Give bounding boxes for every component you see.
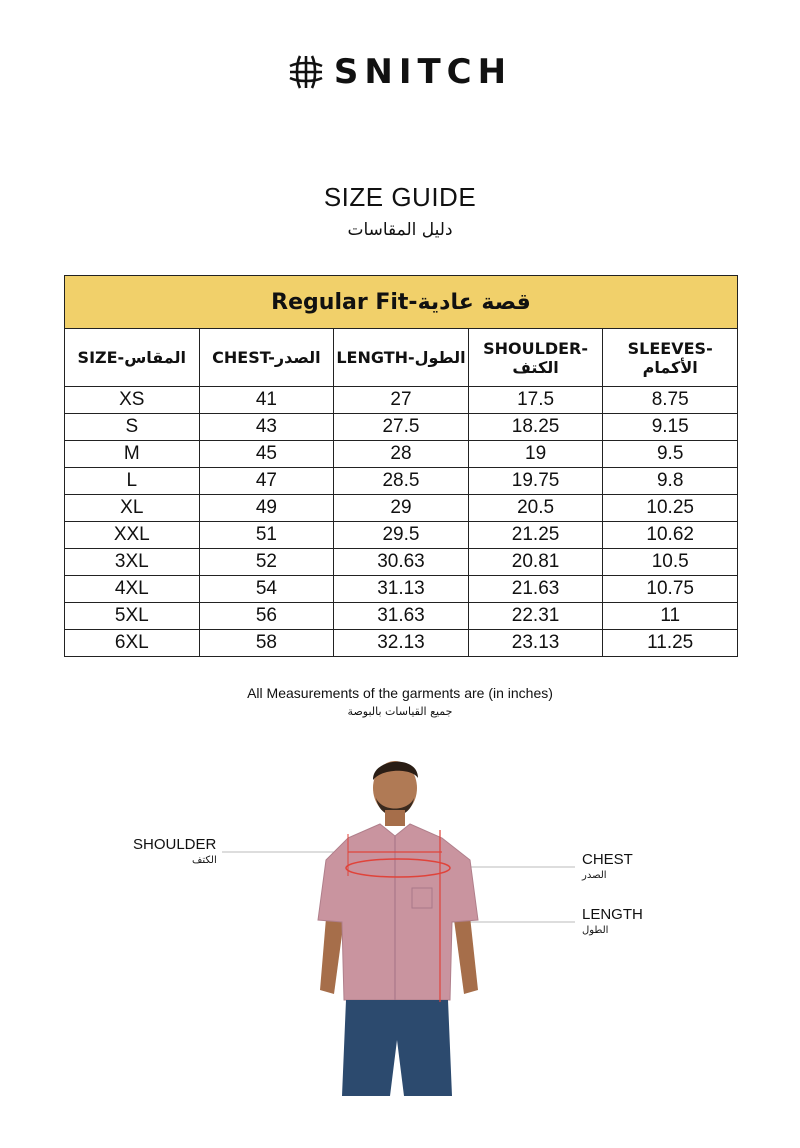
fit-header: Regular Fit-قصة عادية: [65, 276, 738, 329]
table-cell: 52: [199, 549, 334, 576]
table-cell: 54: [199, 576, 334, 603]
table-cell: 20.81: [468, 549, 603, 576]
table-cell: 10.62: [603, 522, 738, 549]
table-cell: 21.63: [468, 576, 603, 603]
table-cell: 10.25: [603, 495, 738, 522]
table-cell: 49: [199, 495, 334, 522]
table-cell: 31.63: [334, 603, 469, 630]
table-cell: 5XL: [65, 603, 200, 630]
table-cell: 6XL: [65, 630, 200, 657]
table-cell: 9.15: [603, 414, 738, 441]
table-cell: 18.25: [468, 414, 603, 441]
table-cell: 41: [199, 387, 334, 414]
table-cell: 31.13: [334, 576, 469, 603]
shoulder-label-arabic: الكتف: [192, 855, 217, 866]
table-cell: 23.13: [468, 630, 603, 657]
table-cell: XL: [65, 495, 200, 522]
table-cell: 10.75: [603, 576, 738, 603]
table-cell: 30.63: [334, 549, 469, 576]
shoulder-label: SHOULDER: [133, 836, 217, 853]
column-header: SLEEVES- الأكمام: [603, 329, 738, 387]
table-cell: 9.5: [603, 441, 738, 468]
table-cell: 29.5: [334, 522, 469, 549]
table-cell: 51: [199, 522, 334, 549]
table-cell: 22.31: [468, 603, 603, 630]
table-cell: 4XL: [65, 576, 200, 603]
table-cell: 56: [199, 603, 334, 630]
length-label-arabic: الطول: [582, 925, 609, 936]
table-cell: 20.5: [468, 495, 603, 522]
jeans: [342, 1000, 452, 1096]
shirt: [318, 824, 478, 1000]
table-cell: 32.13: [334, 630, 469, 657]
column-header: SHOULDER- الكتف: [468, 329, 603, 387]
column-header: SIZE-المقاس: [65, 329, 200, 387]
table-cell: 19: [468, 441, 603, 468]
chest-label: CHEST: [582, 851, 633, 868]
table-cell: XXL: [65, 522, 200, 549]
column-header: LENGTH-الطول: [334, 329, 469, 387]
table-cell: 9.8: [603, 468, 738, 495]
column-header: CHEST-الصدر: [199, 329, 334, 387]
table-cell: 27.5: [334, 414, 469, 441]
table-cell: 29: [334, 495, 469, 522]
table-cell: 28: [334, 441, 469, 468]
table-cell: 10.5: [603, 549, 738, 576]
measurement-note-arabic: جميع القياسات بالبوصة: [347, 705, 453, 718]
length-label: LENGTH: [582, 906, 643, 923]
table-cell: 11: [603, 603, 738, 630]
chest-label-arabic: الصدر: [582, 870, 607, 881]
table-cell: M: [65, 441, 200, 468]
table-cell: S: [65, 414, 200, 441]
table-cell: 27: [334, 387, 469, 414]
table-cell: XS: [65, 387, 200, 414]
table-cell: 45: [199, 441, 334, 468]
table-cell: 47: [199, 468, 334, 495]
model-illustration: [300, 750, 500, 1100]
table-cell: L: [65, 468, 200, 495]
table-cell: 58: [199, 630, 334, 657]
page-title-arabic: دليل المقاسات: [347, 220, 453, 240]
table-cell: 11.25: [603, 630, 738, 657]
table-cell: 17.5: [468, 387, 603, 414]
table-cell: 21.25: [468, 522, 603, 549]
table-cell: 8.75: [603, 387, 738, 414]
page-title: SIZE GUIDE: [323, 182, 477, 212]
table-cell: 43: [199, 414, 334, 441]
brand-name: SNITCH: [333, 52, 513, 92]
measurement-note: All Measurements of the garments are (in inches): [247, 685, 553, 701]
table-cell: 3XL: [65, 549, 200, 576]
table-cell: 28.5: [334, 468, 469, 495]
table-cell: 19.75: [468, 468, 603, 495]
